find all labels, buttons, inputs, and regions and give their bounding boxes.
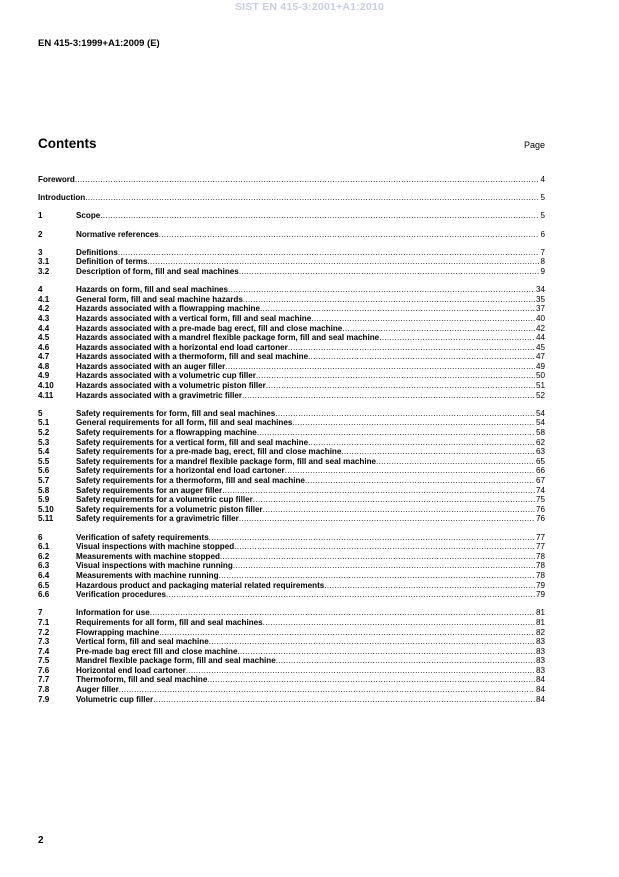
toc-entry-number: 5.10 bbox=[38, 504, 54, 514]
toc-entry[interactable] bbox=[38, 314, 545, 324]
toc-group bbox=[38, 533, 545, 600]
toc-dot-leader bbox=[239, 267, 540, 277]
toc-entry-title: Mandrel flexible package form, fill and seal machine bbox=[76, 656, 276, 666]
toc-entry[interactable] bbox=[38, 476, 545, 486]
toc-entry[interactable] bbox=[38, 618, 545, 628]
toc-dot-leader bbox=[311, 314, 535, 324]
toc-entry-title: Safety requirements for a vertical form, fill and seal machine bbox=[76, 437, 309, 447]
toc-entry[interactable] bbox=[38, 248, 545, 258]
toc-entry[interactable] bbox=[38, 447, 545, 457]
toc-entry-number: 6.3 bbox=[38, 561, 50, 571]
toc-entry-page: 83 bbox=[535, 637, 545, 647]
toc-entry-title: Scope bbox=[76, 211, 101, 221]
toc-dot-leader bbox=[341, 447, 535, 457]
footer-page-number: 2 bbox=[38, 835, 44, 846]
toc-dot-leader bbox=[305, 476, 535, 486]
toc-entry-title: Hazards associated with a thermoform, fill and seal machine bbox=[76, 352, 309, 362]
toc-entry-number: 5 bbox=[38, 408, 43, 418]
toc-dot-leader bbox=[257, 428, 535, 438]
toc-dot-leader bbox=[376, 457, 535, 467]
toc-entry-title: Safety requirements for a horizontal end load cartoner bbox=[76, 466, 285, 476]
toc-dot-leader bbox=[292, 418, 535, 428]
toc-entry-number: 5.8 bbox=[38, 485, 50, 495]
toc-entry[interactable] bbox=[38, 486, 545, 496]
toc-dot-leader bbox=[220, 552, 535, 562]
toc-dot-leader bbox=[276, 656, 535, 666]
toc-entry-title: Requirements for all form, fill and seal machines bbox=[76, 617, 263, 627]
toc-dot-leader bbox=[237, 647, 535, 657]
toc-entry-title: Safety requirements for a pre-made bag, erect, fill and close machine bbox=[76, 447, 342, 457]
toc-entry-page: 4 bbox=[540, 175, 545, 184]
toc-dot-leader bbox=[239, 514, 535, 524]
toc-dot-leader bbox=[324, 581, 535, 591]
toc-dot-leader bbox=[222, 486, 535, 496]
toc-group bbox=[38, 175, 545, 185]
toc-entry-title: Hazards associated with a vertical form, fill and seal machine bbox=[76, 313, 312, 323]
toc-entry-page: 82 bbox=[535, 627, 545, 637]
toc-entry[interactable] bbox=[38, 505, 545, 515]
toc-entry[interactable] bbox=[38, 666, 545, 676]
toc-entry[interactable] bbox=[38, 418, 545, 428]
toc-entry-number: 6.6 bbox=[38, 590, 50, 600]
toc-entry-page: 83 bbox=[535, 646, 545, 656]
toc-dot-leader bbox=[234, 542, 535, 552]
toc-entry-number: 7.5 bbox=[38, 656, 50, 666]
toc-entry-number: 5.2 bbox=[38, 428, 50, 438]
toc-entry-title: Hazards associated with an auger filler bbox=[76, 361, 226, 371]
toc-group bbox=[38, 211, 545, 221]
toc-entry-number: 4.7 bbox=[38, 352, 50, 362]
toc-entry-number: 1 bbox=[38, 211, 43, 221]
toc-entry[interactable] bbox=[38, 428, 545, 438]
toc-entry-page: 9 bbox=[540, 266, 545, 276]
toc-entry-number: 7.2 bbox=[38, 627, 50, 637]
toc-group bbox=[38, 409, 545, 524]
toc-entry-title: Visual inspections with machine running bbox=[76, 561, 233, 571]
toc-entry-title: Measurements with machine running bbox=[76, 570, 219, 580]
toc-entry-number: 4.10 bbox=[38, 381, 54, 391]
toc-dot-leader bbox=[266, 381, 535, 391]
toc-entry[interactable] bbox=[38, 647, 545, 657]
toc-dot-leader bbox=[207, 675, 535, 685]
toc-entry[interactable] bbox=[38, 362, 545, 372]
toc-dot-leader bbox=[159, 628, 535, 638]
watermark-text: SIST EN 415-3:2001+A1:2010 bbox=[234, 1, 385, 13]
toc-entry-title: Auger filler bbox=[76, 685, 119, 695]
toc-entry-page: 65 bbox=[535, 456, 545, 466]
toc-entry[interactable] bbox=[38, 466, 545, 476]
toc-entry[interactable] bbox=[38, 514, 545, 524]
toc-entry-number: 7.7 bbox=[38, 675, 50, 685]
toc-entry-page: 58 bbox=[535, 428, 545, 438]
toc-entry-page: 77 bbox=[535, 532, 545, 542]
toc-entry-title: Flowrapping machine bbox=[76, 627, 160, 637]
toc-entry-page: 34 bbox=[535, 285, 545, 295]
toc-entry[interactable] bbox=[38, 175, 545, 185]
toc-entry-page: 5 bbox=[540, 211, 545, 221]
toc-entry-page: 44 bbox=[535, 333, 545, 343]
toc-entry-title: Foreword bbox=[38, 175, 75, 184]
toc-entry-title: Safety requirements for a thermoform, fill and seal machine bbox=[76, 476, 305, 485]
toc-entry-title: Safety requirements for a flowrapping machine bbox=[76, 428, 257, 438]
toc-entry-page: 66 bbox=[535, 466, 545, 476]
toc-group bbox=[38, 248, 545, 277]
toc-entry-title: Volumetric cup filler bbox=[76, 694, 154, 704]
toc-entry-title: Information for use bbox=[76, 608, 150, 618]
toc-entry-page: 75 bbox=[535, 495, 545, 505]
toc-entry[interactable] bbox=[38, 230, 545, 240]
toc-entry[interactable] bbox=[38, 211, 545, 221]
toc-entry-title: Pre-made bag erect fill and close machine bbox=[76, 646, 238, 656]
toc-dot-leader bbox=[263, 505, 535, 515]
toc-entry-page: 79 bbox=[535, 590, 545, 600]
toc-dot-leader bbox=[308, 438, 535, 448]
toc-entry-title: Hazards associated with a volumetric piston filler bbox=[76, 381, 266, 391]
toc-entry-title: Verification procedures bbox=[76, 590, 166, 600]
toc-entry[interactable] bbox=[38, 193, 545, 203]
toc-entry-page: 74 bbox=[535, 485, 545, 495]
toc-entry-title: Description of form, fill and seal machines bbox=[76, 266, 239, 276]
toc-entry-title: Definitions bbox=[76, 247, 118, 257]
toc-entry-page: 67 bbox=[535, 476, 545, 485]
toc-dot-leader bbox=[159, 230, 540, 240]
toc-entry[interactable] bbox=[38, 438, 545, 448]
toc-entry-page: 78 bbox=[535, 561, 545, 571]
toc-entry[interactable] bbox=[38, 457, 545, 467]
toc-entry-page: 37 bbox=[535, 304, 545, 314]
toc-dot-leader bbox=[288, 343, 535, 353]
toc-entry[interactable] bbox=[38, 542, 545, 552]
toc-entry-page: 54 bbox=[535, 408, 545, 418]
toc-entry-page: 6 bbox=[540, 229, 545, 239]
toc-dot-leader bbox=[233, 561, 535, 571]
toc-entry-page: 40 bbox=[535, 313, 545, 323]
toc-entry-page: 76 bbox=[535, 504, 545, 514]
toc-dot-leader bbox=[308, 352, 535, 362]
toc-entry-number: 4.11 bbox=[38, 390, 54, 400]
toc-dot-leader bbox=[253, 495, 535, 505]
toc-entry-number: 3.1 bbox=[38, 257, 50, 267]
toc-entry-title: Hazards associated with a pre-made bag erect, fill and close machine bbox=[76, 323, 343, 333]
toc-entry-number: 2 bbox=[38, 229, 43, 239]
toc-entry-number: 7.6 bbox=[38, 665, 50, 675]
toc-entry-title: Introduction bbox=[38, 193, 86, 203]
toc-entry-title: Hazards associated with a flowrapping machine bbox=[76, 304, 260, 314]
toc-entry-number: 5.9 bbox=[38, 495, 50, 505]
toc-entry-title: General form, fill and seal machine hazards bbox=[76, 294, 243, 304]
toc-entry[interactable] bbox=[38, 608, 545, 618]
toc-entry-number: 7.4 bbox=[38, 646, 50, 656]
toc-entry[interactable] bbox=[38, 352, 545, 362]
toc-entry[interactable] bbox=[38, 675, 545, 685]
toc-entry[interactable] bbox=[38, 656, 545, 666]
toc-dot-leader bbox=[209, 637, 535, 647]
toc-dot-leader bbox=[342, 324, 535, 334]
toc-entry[interactable] bbox=[38, 637, 545, 647]
toc-entry[interactable] bbox=[38, 561, 545, 571]
toc-dot-leader bbox=[256, 371, 535, 381]
toc-entry-number: 4.2 bbox=[38, 304, 50, 314]
page-column-label: Page bbox=[523, 140, 545, 150]
toc-entry-title: Horizontal end load cartoner bbox=[76, 665, 186, 675]
toc-entry-page: 8 bbox=[540, 257, 545, 267]
toc-entry[interactable] bbox=[38, 581, 545, 591]
toc-entry-title: Hazards associated with a gravimetric filler bbox=[76, 390, 242, 400]
toc-entry-title: Definition of terms bbox=[76, 257, 148, 267]
toc-entry[interactable] bbox=[38, 295, 545, 305]
toc-entry-title: Measurements with machine stopped bbox=[76, 551, 220, 561]
toc-entry-number: 4 bbox=[38, 285, 43, 295]
toc-entry-number: 4.1 bbox=[38, 294, 50, 304]
toc-entry[interactable] bbox=[38, 381, 545, 391]
toc-dot-leader bbox=[118, 248, 540, 258]
standard-header: EN 415-3:1999+A1:2009 (E) bbox=[38, 38, 160, 49]
toc-entry-page: 63 bbox=[535, 447, 545, 457]
toc-dot-leader bbox=[85, 193, 539, 203]
toc-entry-page: 79 bbox=[535, 580, 545, 590]
toc-entry-number: 7.8 bbox=[38, 685, 50, 695]
toc-entry-page: 47 bbox=[535, 352, 545, 362]
toc-entry-page: 78 bbox=[535, 570, 545, 580]
toc-entry-number: 6.4 bbox=[38, 570, 50, 580]
toc-entry-title: General requirements for all form, fill and seal machines bbox=[76, 418, 293, 428]
toc-entry-page: 77 bbox=[535, 542, 545, 552]
toc-entry[interactable] bbox=[38, 285, 545, 295]
toc-entry-page: 51 bbox=[535, 381, 545, 391]
toc-dot-leader bbox=[209, 533, 535, 543]
toc-dot-leader bbox=[379, 333, 535, 343]
toc-dot-leader bbox=[148, 257, 540, 267]
toc-entry-title: Visual inspections with machine stopped bbox=[76, 542, 235, 552]
toc-dot-leader bbox=[150, 608, 535, 618]
toc-entry[interactable] bbox=[38, 628, 545, 638]
toc-entry-page: 62 bbox=[535, 437, 545, 447]
toc-entry-page: 7 bbox=[540, 247, 545, 257]
toc-dot-leader bbox=[242, 391, 535, 401]
toc-entry-number: 4.4 bbox=[38, 323, 50, 333]
toc-entry-title: Normative references bbox=[76, 229, 159, 239]
table-of-contents bbox=[38, 175, 545, 713]
toc-entry-page: 45 bbox=[535, 342, 545, 352]
toc-entry-title: Hazards associated with a horizontal end load cartoner bbox=[76, 342, 288, 352]
toc-entry-page: 78 bbox=[535, 551, 545, 561]
toc-dot-leader bbox=[186, 666, 535, 676]
toc-entry-number: 5.5 bbox=[38, 456, 50, 466]
toc-entry[interactable] bbox=[38, 333, 545, 343]
toc-entry-number: 7.3 bbox=[38, 637, 50, 647]
toc-entry[interactable] bbox=[38, 391, 545, 401]
toc-entry[interactable] bbox=[38, 267, 545, 277]
toc-entry-page: 84 bbox=[535, 685, 545, 695]
toc-dot-leader bbox=[219, 571, 535, 581]
toc-entry-page: 81 bbox=[535, 608, 545, 618]
toc-entry-title: Thermoform, fill and seal machine bbox=[76, 675, 208, 685]
toc-dot-leader bbox=[260, 304, 535, 314]
toc-entry[interactable] bbox=[38, 571, 545, 581]
toc-dot-leader bbox=[100, 211, 539, 221]
toc-entry-number: 6.1 bbox=[38, 542, 50, 552]
toc-entry[interactable] bbox=[38, 590, 545, 600]
toc-entry-number: 4.8 bbox=[38, 361, 50, 371]
toc-entry[interactable] bbox=[38, 552, 545, 562]
toc-entry-title: Hazards on form, fill and seal machines bbox=[76, 285, 229, 295]
toc-dot-leader bbox=[285, 466, 535, 476]
toc-entry-page: 84 bbox=[535, 675, 545, 685]
toc-entry-page: 5 bbox=[540, 193, 545, 203]
toc-entry-title: Safety requirements for an auger filler bbox=[76, 485, 223, 495]
toc-entry[interactable] bbox=[38, 304, 545, 314]
toc-entry-title: Safety requirements for a volumetric cup filler bbox=[76, 495, 253, 505]
toc-entry-page: 35 bbox=[535, 294, 545, 304]
toc-entry-page: 83 bbox=[535, 665, 545, 675]
toc-entry-number: 5.11 bbox=[38, 514, 54, 524]
toc-entry-title: Hazards associated with a mandrel flexible package form, fill and seal machine bbox=[76, 333, 380, 343]
toc-group bbox=[38, 608, 545, 704]
toc-entry-number: 3 bbox=[38, 247, 43, 257]
toc-entry-number: 4.9 bbox=[38, 371, 50, 381]
toc-entry-page: 42 bbox=[535, 323, 545, 333]
toc-entry-page: 76 bbox=[535, 514, 545, 524]
toc-entry-number: 6.5 bbox=[38, 580, 50, 590]
toc-entry[interactable] bbox=[38, 685, 545, 695]
toc-entry[interactable] bbox=[38, 409, 545, 419]
toc-entry-page: 49 bbox=[535, 361, 545, 371]
toc-entry-page: 83 bbox=[535, 656, 545, 666]
toc-entry-title: Verification of safety requirements bbox=[76, 532, 209, 542]
contents-title: Contents bbox=[38, 136, 97, 151]
toc-entry[interactable] bbox=[38, 324, 545, 334]
toc-entry-number: 6 bbox=[38, 532, 43, 542]
toc-entry-number: 7.1 bbox=[38, 617, 50, 627]
toc-entry-number: 5.7 bbox=[38, 476, 50, 485]
toc-entry[interactable] bbox=[38, 695, 545, 705]
toc-entry-title: Safety requirements for a volumetric piston filler bbox=[76, 504, 263, 514]
toc-entry-page: 50 bbox=[535, 371, 545, 381]
toc-dot-leader bbox=[225, 362, 535, 372]
toc-entry-number: 7.9 bbox=[38, 694, 50, 704]
toc-dot-leader bbox=[119, 685, 535, 695]
toc-entry-number: 7 bbox=[38, 608, 43, 618]
toc-entry-page: 84 bbox=[535, 694, 545, 704]
toc-entry[interactable] bbox=[38, 371, 545, 381]
toc-dot-leader bbox=[166, 590, 535, 600]
toc-group bbox=[38, 193, 545, 203]
toc-entry-number: 4.6 bbox=[38, 342, 50, 352]
toc-dot-leader bbox=[263, 618, 535, 628]
toc-entry[interactable] bbox=[38, 533, 545, 543]
toc-entry-number: 5.3 bbox=[38, 437, 50, 447]
toc-entry-number: 4.3 bbox=[38, 313, 50, 323]
toc-entry-page: 54 bbox=[535, 418, 545, 428]
toc-entry-number: 5.1 bbox=[38, 418, 50, 428]
toc-entry[interactable] bbox=[38, 257, 545, 267]
toc-entry-number: 5.6 bbox=[38, 466, 50, 476]
toc-dot-leader bbox=[75, 175, 540, 185]
toc-entry[interactable] bbox=[38, 495, 545, 505]
toc-group bbox=[38, 230, 545, 240]
toc-dot-leader bbox=[153, 695, 535, 705]
toc-group bbox=[38, 285, 545, 400]
toc-entry-title: Safety requirements for a gravimetric filler bbox=[76, 514, 239, 524]
toc-entry-number: 4.5 bbox=[38, 333, 50, 343]
toc-entry-page: 81 bbox=[535, 617, 545, 627]
toc-entry-title: Safety requirements for a mandrel flexible package form, fill and seal machine bbox=[76, 456, 377, 466]
toc-entry-page: 52 bbox=[535, 390, 545, 400]
toc-entry-number: 3.2 bbox=[38, 266, 50, 276]
toc-entry-title: Safety requirements for form, fill and seal machines bbox=[76, 408, 276, 418]
toc-dot-leader bbox=[275, 409, 535, 419]
toc-dot-leader bbox=[243, 295, 535, 305]
toc-entry-title: Vertical form, fill and seal machine bbox=[76, 637, 209, 647]
toc-entry-title: Hazardous product and packaging material related requirements bbox=[76, 580, 325, 590]
toc-dot-leader bbox=[228, 285, 535, 295]
toc-entry-number: 6.2 bbox=[38, 551, 50, 561]
toc-entry-number: 5.4 bbox=[38, 447, 50, 457]
toc-entry[interactable] bbox=[38, 343, 545, 353]
toc-entry-title: Hazards associated with a volumetric cup filler bbox=[76, 371, 256, 381]
